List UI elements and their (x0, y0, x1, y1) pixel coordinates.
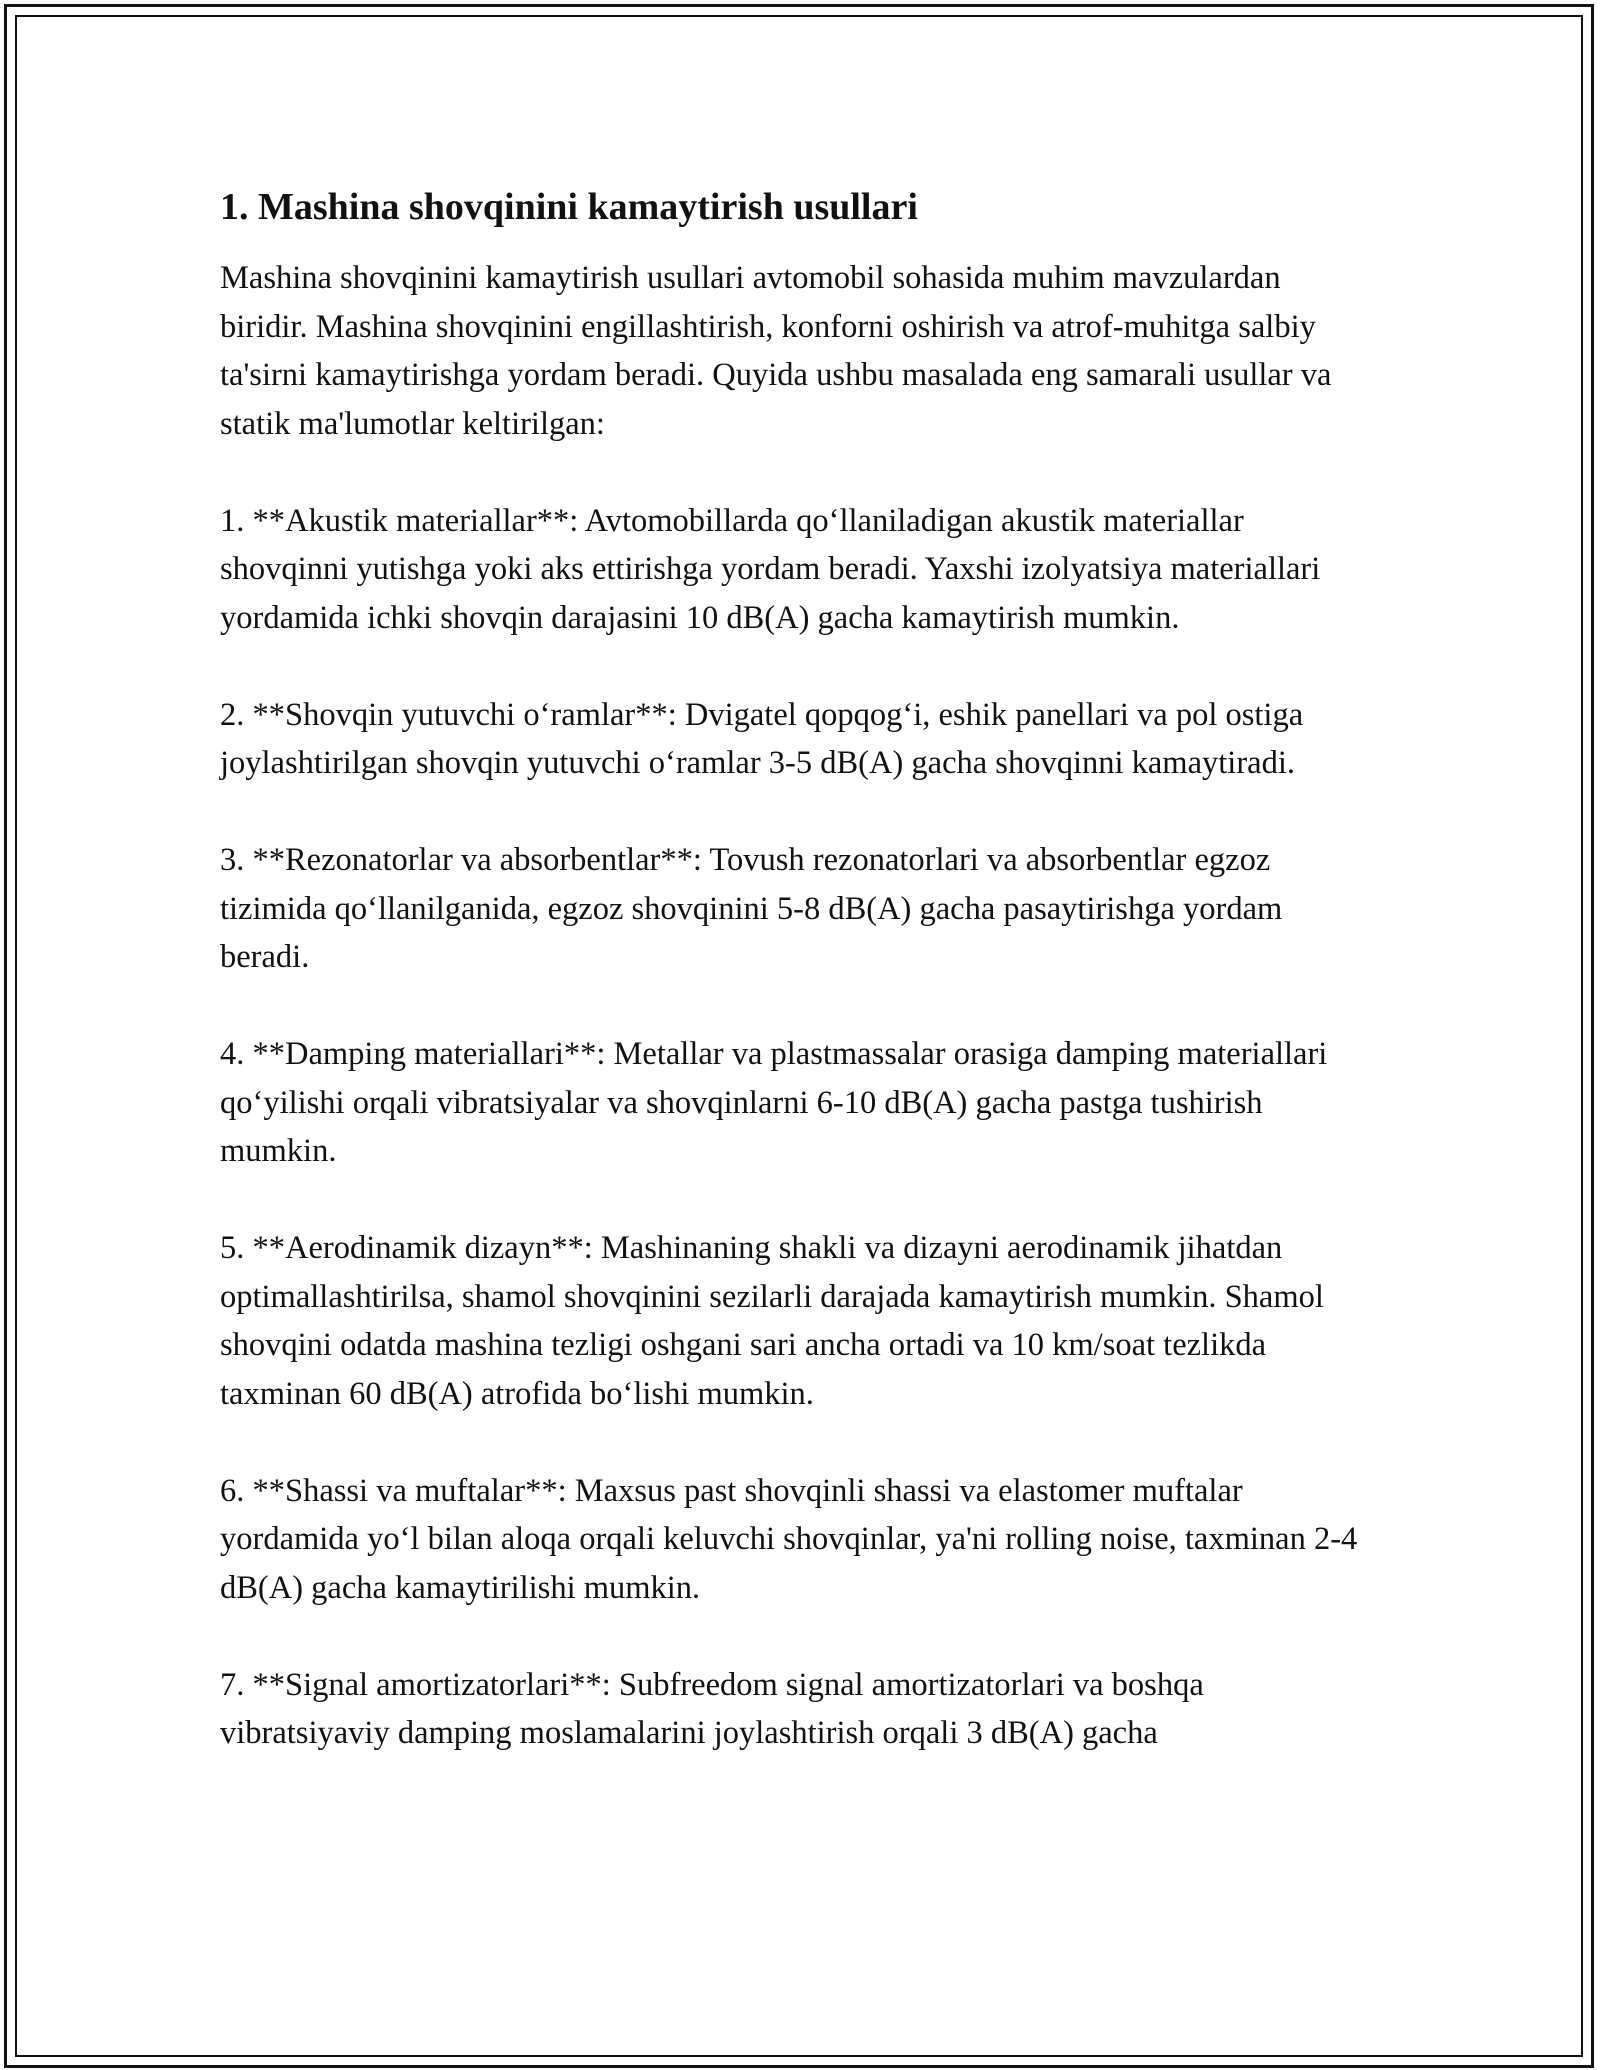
intro-paragraph: Mashina shovqinini kamaytirish usullari avtomobil sohasida muhim mavzulardan biridir. Mashina shovqinini engillashtirish, konforni oshirish va atrof-muhitga salbiy ta'sirni kamaytirishga yordam beradi. Quyida ushbu masalada eng samarali usullar va statik ma'lumotlar keltirilgan: (220, 260, 1332, 442)
list-item-aerodynamic-design: 5. **Aerodinamik dizayn**: Mashinaning shakli va dizayni aerodinamik jihatdan optimallashtirilsa, shamol shovqinini sezilarli darajada kamaytirish mumkin. Shamol shovqini odatda mashina tezligi oshgani sari ancha ortadi va 10 km/soat tezlikda taxminan 60 dB(A) atrofida bo‘lishi mumkin. (220, 1230, 1324, 1412)
list-item-chassis-couplings: 6. **Shassi va muftalar**: Maxsus past shovqinli shassi va elastomer muftalar yordamida yo‘l bilan aloqa orqali keluvchi shovqinlar, ya'ni rolling noise, taxminan 2-4 dB(A) gacha kamaytirilishi mumkin. (220, 1472, 1358, 1606)
list-item-signal-dampers: 7. **Signal amortizatorlari**: Subfreedom signal amortizatorlari va boshqa vibratsiyaviy damping moslamalarini joylashtirish orqali 3 dB(A) gacha (220, 1666, 1204, 1751)
document-body (220, 180, 1370, 1806)
list-item-resonators: 3. **Rezonatorlar va absorbentlar**: Tovush rezonatorlari va absorbentlar egzoz tizimida qo‘llanilganida, egzoz shovqinini 5-8 dB(A) gacha pasaytirishga yordam beradi. (220, 842, 1283, 975)
list-item-noise-absorbing-wraps: 2. **Shovqin yutuvchi o‘ramlar**: Dvigatel qopqog‘i, eshik panellari va pol ostiga joylashtirilgan shovqin yutuvchi o‘ramlar 3-5 dB(A) gacha shovqinni kamaytiradi. (220, 696, 1304, 781)
list-item-damping-materials: 4. **Damping materiallari**: Metallar va plastmassalar orasiga damping materiallari qo‘yilishi orqali vibratsiyalar va shovqinlarni 6-10 dB(A) gacha pastga tushirish mumkin. (220, 1036, 1328, 1169)
section-heading: 1. Mashina shovqinini kamaytirish usullari (220, 186, 918, 228)
list-item-acoustic-materials: 1. **Akustik materiallar**: Avtomobillarda qo‘llaniladigan akustik materiallar shovqinni yutishga yoki aks ettirishga yordam beradi. Yaxshi izolyatsiya materiallari yordamida ichki shovqin darajasini 10 dB(A) gacha kamaytirish mumkin. (220, 502, 1321, 636)
